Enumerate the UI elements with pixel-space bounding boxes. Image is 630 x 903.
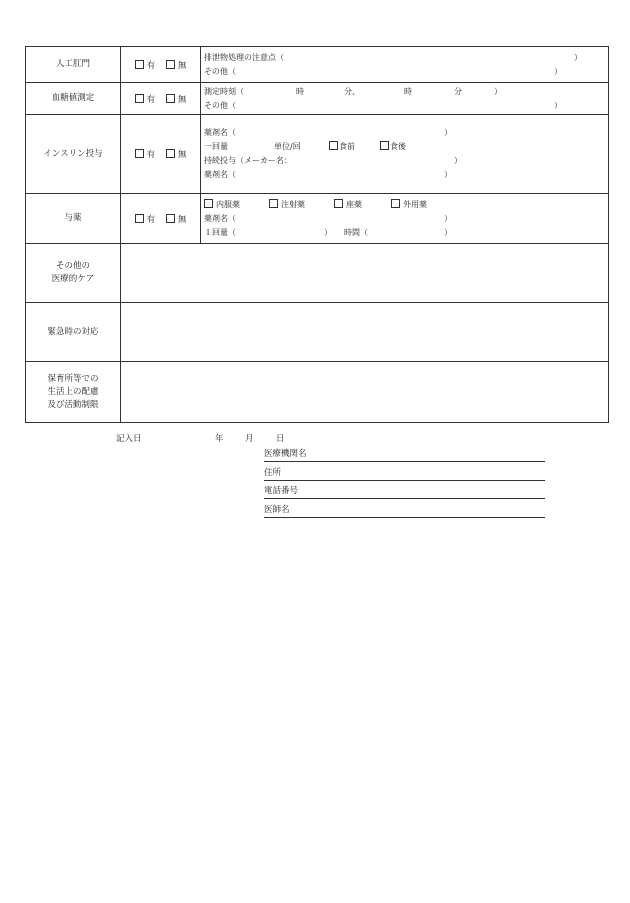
row-insulin [26, 115, 609, 194]
checkbox-suppository[interactable] [334, 199, 343, 208]
time-label: 時間（ [344, 227, 368, 237]
yes-no-checkboxes: 有 無 [121, 194, 201, 244]
day-label: 日 [276, 434, 285, 444]
checkbox-yes[interactable] [135, 60, 144, 69]
checkbox-no[interactable] [166, 214, 175, 223]
row-label-insulin: インスリン投与 [26, 115, 121, 194]
row-label-colostomy: 人工肛門 [26, 47, 121, 83]
external-medicine-option[interactable]: 外用薬 [391, 198, 427, 212]
other-care-field[interactable] [121, 244, 609, 303]
checkbox-before-meal[interactable] [329, 141, 338, 150]
row-blood-sugar [26, 83, 609, 115]
year-label: 年 [215, 434, 224, 444]
row-label-medication: 与薬 [26, 194, 121, 244]
injection-option[interactable]: 注射薬 [269, 198, 305, 212]
checkbox-yes[interactable] [135, 149, 144, 158]
address-field[interactable] [264, 467, 545, 481]
drug-name-label: 薬剤名（ [204, 213, 236, 223]
checkbox-oral[interactable] [204, 199, 213, 208]
suppository-option[interactable]: 座薬 [334, 198, 362, 212]
measure-time-label: 測定時刻（ [204, 86, 244, 96]
before-meal-option[interactable]: 食前 [329, 140, 355, 154]
blood-sugar-details: 測定時刻（ 時 分、 時 分 ） その他（ ） [201, 83, 609, 115]
waste-handling-label: 排泄物処理の注意点（ [204, 52, 284, 62]
month-label: 月 [245, 434, 254, 444]
row-label-emergency: 緊急時の対応 [26, 303, 121, 362]
phone-label: 電話番号 [264, 486, 299, 496]
address-label: 住所 [264, 468, 282, 478]
single-dose-label: １回量（ [204, 227, 236, 237]
row-colostomy [26, 47, 609, 83]
doctor-label: 医師名 [264, 505, 290, 515]
yes-no-checkboxes: 有 無 [121, 83, 201, 115]
row-label-daycare: 保育所等での 生活上の配慮 及び活動制限 [26, 362, 121, 423]
checkbox-yes[interactable] [135, 214, 144, 223]
checkbox-no[interactable] [166, 149, 175, 158]
oral-medicine-option[interactable]: 内服薬 [204, 198, 240, 212]
entry-date-label: 記入日 [116, 434, 142, 444]
row-daycare [26, 362, 609, 423]
drug-name-label-2: 薬剤名（ [204, 170, 236, 179]
unit-label: 単位/回 [274, 142, 301, 151]
institution-field[interactable] [264, 448, 545, 462]
row-label-blood-sugar: 血糖値測定 [26, 83, 121, 115]
dose-label: 一回量 [204, 142, 228, 151]
other-label: その他（ [204, 100, 236, 110]
doctor-field[interactable] [264, 504, 545, 518]
checkbox-external[interactable] [391, 199, 400, 208]
checkbox-injection[interactable] [269, 199, 278, 208]
checkbox-yes[interactable] [135, 94, 144, 103]
checkbox-no[interactable] [166, 60, 175, 69]
phone-field[interactable] [264, 485, 545, 499]
row-emergency [26, 303, 609, 362]
row-other-care [26, 244, 609, 303]
after-meal-option[interactable]: 食後 [380, 140, 406, 154]
medication-details: 内服薬 注射薬 座薬 外用薬 薬剤名（ ） １回量（ ） 時間（ ） [201, 194, 609, 244]
yes-no-checkboxes: 有 無 [121, 47, 201, 83]
yes-no-checkboxes: 有 無 [121, 115, 201, 194]
daycare-field[interactable] [121, 362, 609, 423]
continuous-dosing-label: 持続投与（メーカー名： [204, 156, 292, 165]
medical-care-form-table [25, 46, 609, 423]
institution-label: 医療機関名 [264, 449, 307, 459]
row-label-other-care: その他の 医療的ケア [26, 244, 121, 303]
drug-name-label: 薬剤名（ [204, 128, 236, 137]
checkbox-no[interactable] [166, 94, 175, 103]
emergency-field[interactable] [121, 303, 609, 362]
checkbox-after-meal[interactable] [380, 141, 389, 150]
colostomy-details: 排泄物処理の注意点（ ） その他（ ） [201, 47, 609, 83]
insulin-details: 薬剤名（ ） 一回量 単位/回 食前 食後 持続投与（メーカー名： ） 薬剤名（ ） [201, 115, 609, 194]
row-medication [26, 194, 609, 244]
other-label: その他（ [204, 66, 236, 76]
